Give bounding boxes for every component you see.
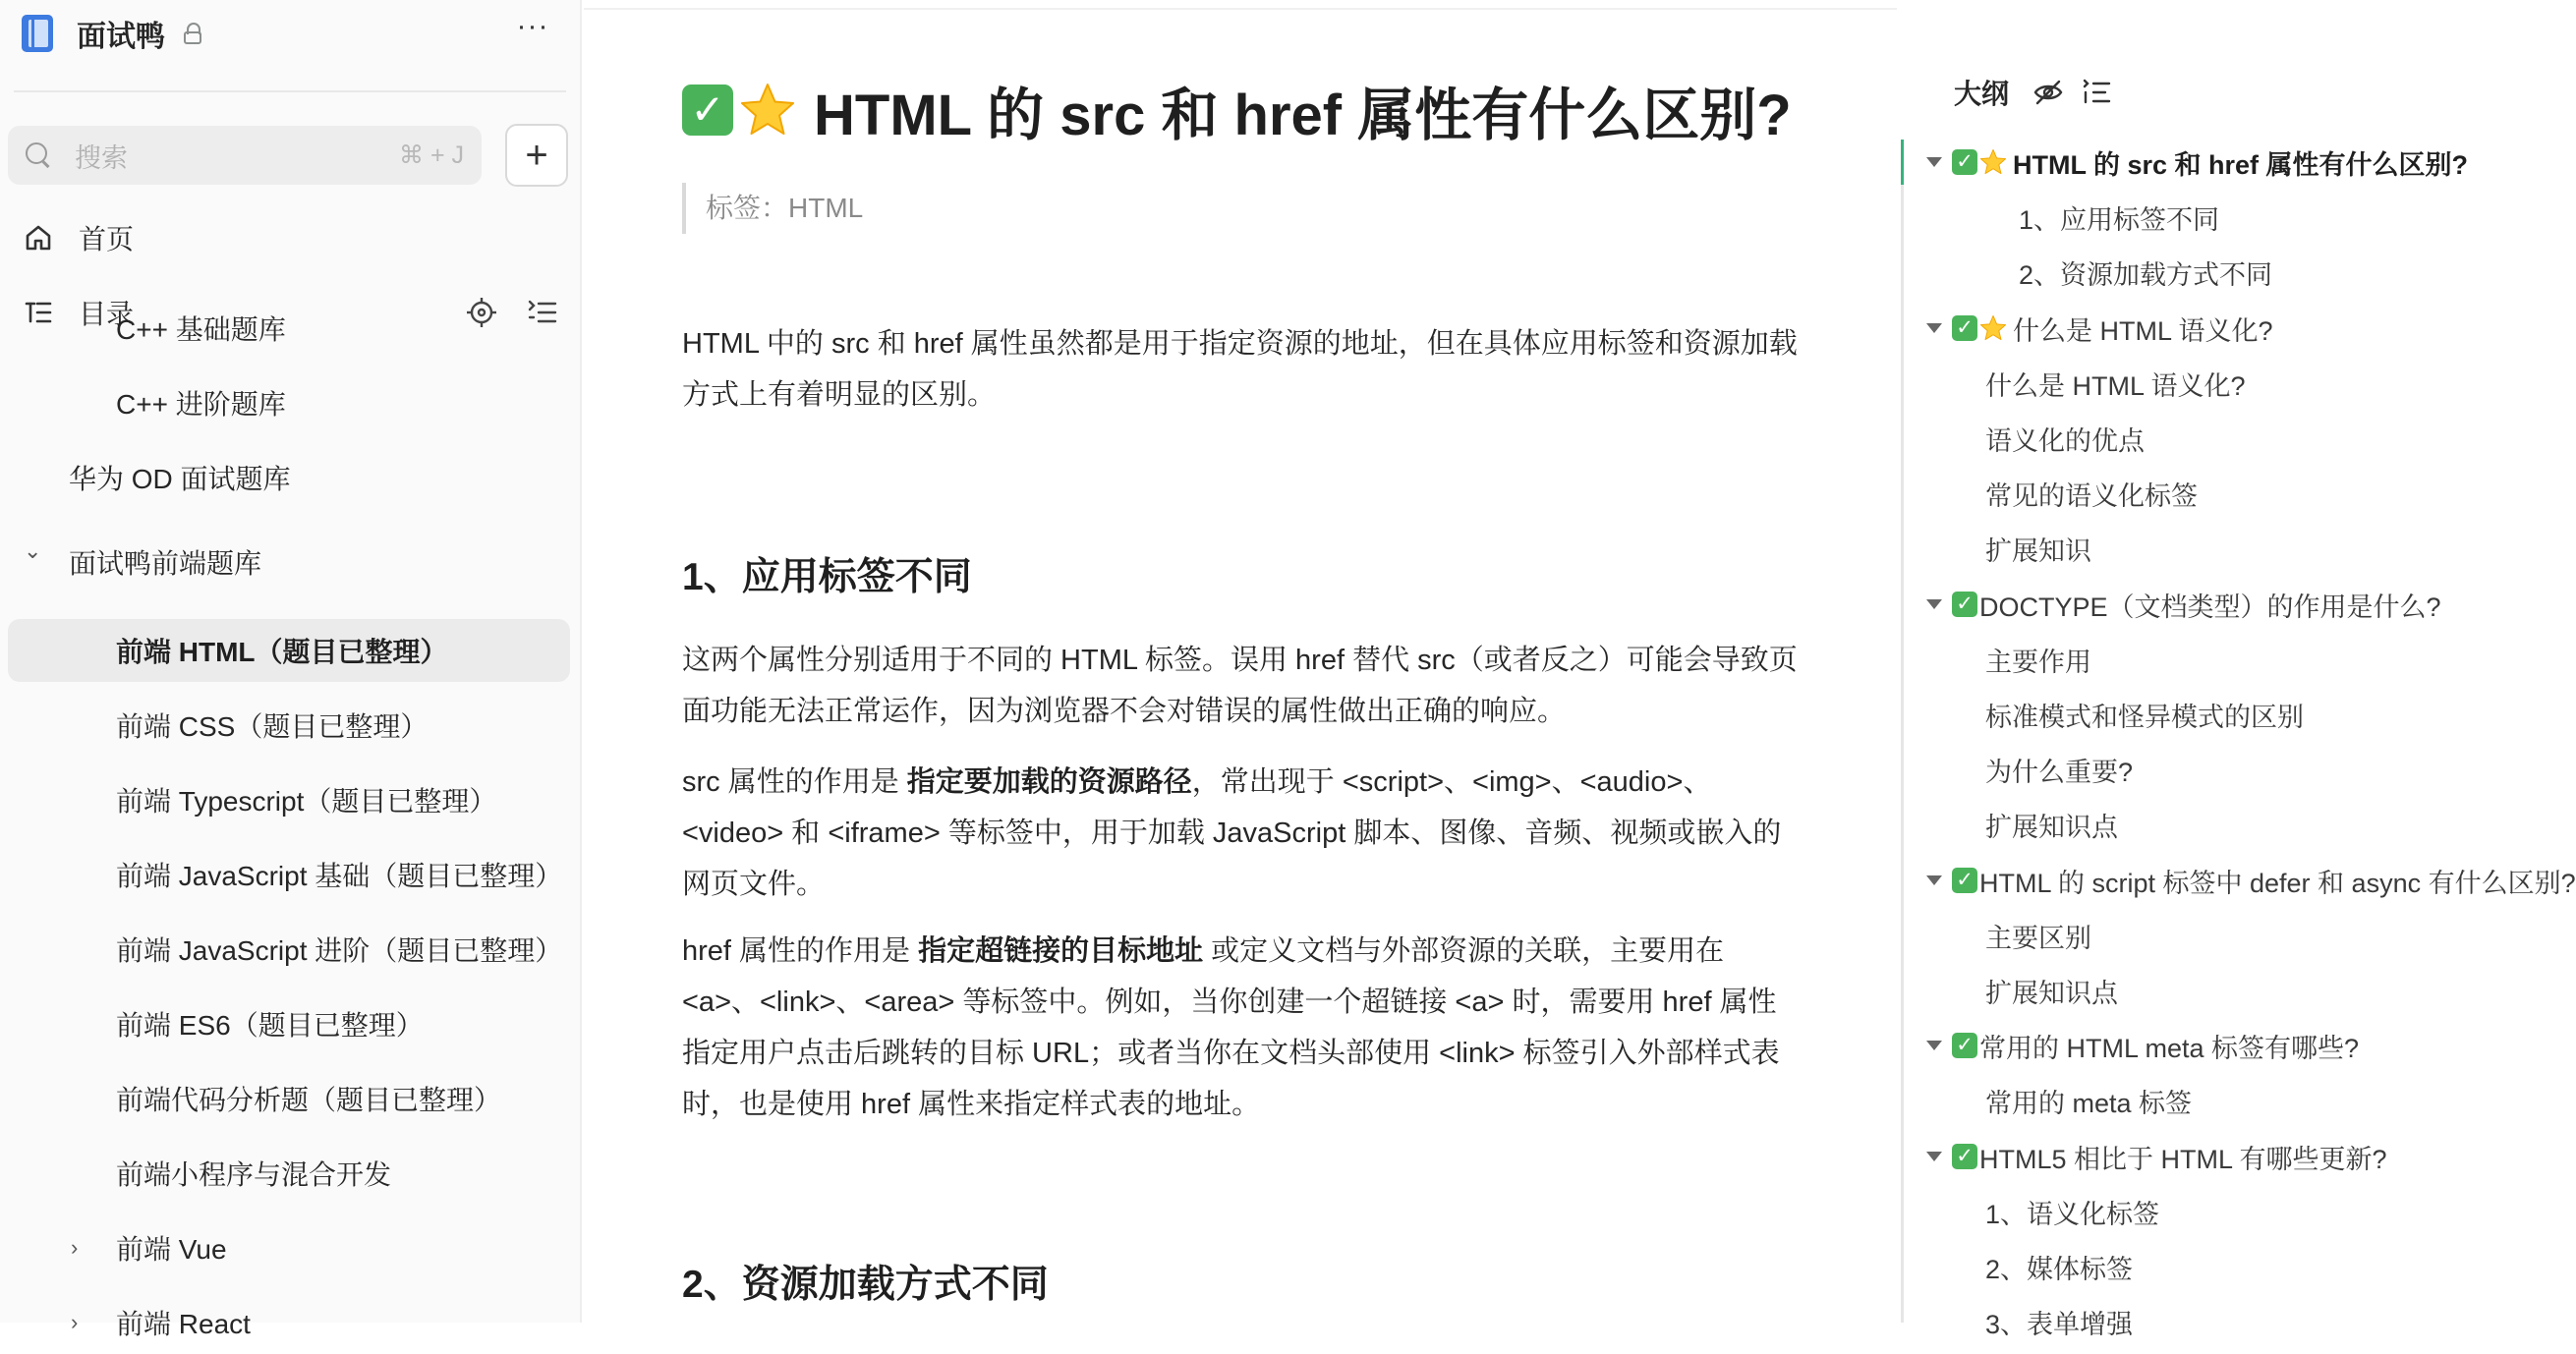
outline-item-label: 什么是 HTML 语义化? bbox=[1985, 370, 2246, 401]
tree-item-label: 前端 Typescript（题目已整理） bbox=[116, 786, 497, 817]
tree-item-label: 前端代码分析题（题目已整理） bbox=[116, 1085, 502, 1115]
paragraph-2-emphasis: 指定要加载的资源路径 bbox=[906, 766, 1192, 798]
outline-header bbox=[1954, 73, 2113, 112]
collapse-triangle-icon[interactable] bbox=[1926, 1041, 1942, 1050]
intro-paragraph: HTML 中的 src 和 href 属性虽然都是用于指定资源的地址，但在具体应用标签和资源加载方式上有着明显的区别。 bbox=[682, 328, 1798, 411]
tree-item[interactable] bbox=[8, 446, 570, 509]
chevron-right-icon[interactable]: › bbox=[71, 1310, 79, 1334]
outline-item-label: 2、媒体标签 bbox=[1985, 1254, 2134, 1284]
check-mark-icon: ✓ bbox=[682, 85, 733, 136]
outline-item[interactable] bbox=[1922, 359, 2536, 408]
outline-item-label: HTML 的 src 和 href 属性有什么区别? bbox=[2013, 149, 2469, 180]
tree-item[interactable] bbox=[8, 371, 570, 434]
tree-item-label: 前端小程序与混合开发 bbox=[116, 1159, 392, 1190]
more-options-icon[interactable]: ··· bbox=[516, 10, 549, 42]
outline-item-label: 扩展知识点 bbox=[1985, 812, 2118, 842]
tree-item[interactable] bbox=[8, 843, 570, 906]
outline-item[interactable] bbox=[1922, 193, 2569, 242]
tree-item[interactable] bbox=[8, 918, 570, 981]
tree-item[interactable] bbox=[8, 1067, 570, 1130]
check-mark-icon: ✓ bbox=[1952, 592, 1977, 617]
check-mark-icon: ✓ bbox=[1952, 149, 1977, 175]
outline-rail bbox=[1901, 140, 1904, 1323]
tree-item[interactable] bbox=[8, 297, 570, 360]
outline-item[interactable] bbox=[1922, 1021, 2473, 1070]
collapse-triangle-icon[interactable] bbox=[1926, 157, 1942, 167]
chevron-down-icon[interactable]: ⌄ bbox=[24, 538, 42, 563]
outline-item[interactable] bbox=[1922, 745, 2536, 794]
outline-item[interactable] bbox=[1922, 1297, 2536, 1346]
outline-item[interactable] bbox=[1922, 635, 2536, 684]
search-input[interactable] bbox=[8, 126, 482, 185]
star-icon bbox=[1979, 314, 2007, 342]
eye-off-icon[interactable] bbox=[2032, 77, 2064, 108]
tree-item-label: 前端 ES6（题目已整理） bbox=[116, 1010, 424, 1041]
nav-toc-label: 目录 bbox=[79, 299, 135, 329]
check-mark-icon: ✓ bbox=[1952, 315, 1977, 341]
outline-item[interactable] bbox=[1922, 414, 2536, 463]
outline-item-label: 标准模式和怪异模式的区别 bbox=[1985, 702, 2304, 732]
page-title bbox=[682, 69, 1792, 151]
paragraph-2-rest: ，常出现于 <script>、<img>、<audio>、<video> 和 <iframe> 等标签中，用于加载 JavaScript 脚本、图像、音频、视频或嵌入的网页文件。 bbox=[682, 766, 1782, 900]
outline-item[interactable] bbox=[1922, 304, 2473, 353]
star-icon bbox=[1979, 148, 2007, 176]
search-icon bbox=[26, 142, 51, 168]
outline-item-label: 常用的 HTML meta 标签有哪些? bbox=[1979, 1033, 2360, 1063]
lock-icon bbox=[183, 23, 202, 44]
outline-item-label: 主要作用 bbox=[1985, 647, 2091, 677]
check-mark-icon: ✓ bbox=[1952, 1144, 1977, 1169]
sidebar bbox=[0, 0, 582, 1339]
heading-2: 2、资源加载方式不同 bbox=[682, 1264, 1049, 1306]
tree-item[interactable] bbox=[8, 531, 570, 593]
tree-item[interactable] bbox=[8, 1142, 570, 1205]
brand[interactable] bbox=[22, 12, 202, 55]
tree-item[interactable] bbox=[8, 694, 570, 757]
outline-item[interactable] bbox=[1922, 911, 2536, 960]
outline-item[interactable] bbox=[1922, 1076, 2536, 1125]
outline-item[interactable] bbox=[1922, 1132, 2473, 1181]
outline-item-label: 语义化的优点 bbox=[1985, 425, 2145, 456]
collapse-triangle-icon[interactable] bbox=[1926, 875, 1942, 885]
paragraph-2 bbox=[682, 757, 1803, 910]
outline-item-label: 为什么重要? bbox=[1985, 757, 2134, 787]
tree-item-label: 前端 HTML（题目已整理） bbox=[116, 637, 448, 667]
outline-item[interactable] bbox=[1922, 966, 2536, 1015]
tree-item-label: 前端 JavaScript 进阶（题目已整理） bbox=[116, 935, 563, 966]
tree-item-label: 前端 Vue bbox=[116, 1234, 227, 1265]
tree-item[interactable] bbox=[8, 619, 570, 682]
book-logo-icon bbox=[22, 15, 53, 52]
document-content bbox=[584, 0, 1891, 1323]
tree-item[interactable] bbox=[8, 992, 570, 1055]
outline-item[interactable] bbox=[1922, 469, 2536, 518]
check-mark-icon: ✓ bbox=[1952, 1033, 1977, 1058]
search-shortcut-hint: ⌘ + J bbox=[399, 141, 464, 169]
divider bbox=[14, 90, 566, 92]
outline-item[interactable] bbox=[1922, 1242, 2536, 1291]
tree-item[interactable] bbox=[8, 1216, 570, 1279]
outline-item-label: DOCTYPE（文档类型）的作用是什么? bbox=[1979, 592, 2441, 622]
outline-item[interactable] bbox=[1922, 800, 2536, 849]
nav-home[interactable] bbox=[8, 206, 568, 269]
tree-item-label: C++ 进阶题库 bbox=[116, 389, 286, 420]
outline-active-indicator bbox=[1901, 140, 1904, 185]
outline-item-label: 2、资源加载方式不同 bbox=[2019, 259, 2273, 290]
tree-item[interactable] bbox=[8, 768, 570, 831]
nav-home-label: 首页 bbox=[79, 224, 135, 254]
collapse-triangle-icon[interactable] bbox=[1926, 1152, 1942, 1161]
home-icon bbox=[24, 223, 53, 253]
tree-item-label: 华为 OD 面试题库 bbox=[69, 464, 291, 494]
page-title-text: HTML 的 src 和 href 属性有什么区别? bbox=[814, 84, 1792, 147]
outline-item-label: HTML5 相比于 HTML 有哪些更新? bbox=[1979, 1144, 2387, 1174]
tree-item-label: 前端 JavaScript 基础（题目已整理） bbox=[116, 861, 563, 891]
collapse-triangle-icon[interactable] bbox=[1926, 323, 1942, 333]
add-button[interactable]: + bbox=[505, 124, 568, 187]
outline-item-label: 主要区别 bbox=[1985, 923, 2091, 953]
tree-item-label: 前端 React bbox=[116, 1309, 251, 1339]
outline-item[interactable] bbox=[1922, 248, 2569, 297]
collapse-triangle-icon[interactable] bbox=[1926, 599, 1942, 609]
outline-item-label: 1、应用标签不同 bbox=[2019, 204, 2220, 235]
paragraph-1: 这两个属性分别适用于不同的 HTML 标签。误用 href 替代 src（或者反之）可能会导致页面功能无法正常运作，因为浏览器不会对错误的属性做出正确的响应。 bbox=[682, 645, 1798, 727]
outline-title: 大纲 bbox=[1954, 79, 2010, 109]
outline-item[interactable] bbox=[1922, 1187, 2536, 1236]
outline-item-label: 什么是 HTML 语义化? bbox=[2013, 315, 2273, 346]
tree-item-label: 面试鸭前端题库 bbox=[69, 548, 262, 579]
search-placeholder: 搜索 bbox=[75, 142, 128, 173]
tree-item[interactable] bbox=[8, 1291, 570, 1354]
outline-item-label: 扩展知识点 bbox=[1985, 978, 2118, 1008]
knowledge-base-title: 面试鸭 bbox=[77, 21, 165, 53]
outline-item[interactable] bbox=[1922, 524, 2536, 573]
outline-item-label: 常见的语义化标签 bbox=[1985, 480, 2198, 511]
paragraph-3-emphasis: 指定超链接的目标地址 bbox=[918, 935, 1204, 967]
outline-item-label: HTML 的 script 标签中 defer 和 async 有什么区别? bbox=[1979, 868, 2576, 898]
tree-item-label: 前端 CSS（题目已整理） bbox=[116, 711, 429, 742]
outline-item-label: 1、语义化标签 bbox=[1985, 1199, 2160, 1229]
paragraph-3-rest: 或定义文档与外部资源的关联，主要用在 <a>、<link>、<area> 等标签中。例如，当你创建一个超链接 <a> 时，需要用 href 属性指定用户点击后跳转的目标 URL；或者当你在文档头部使用 <link> 标签引入外部样式表时，也是使用 href 属性来指定样式表的地址。 bbox=[682, 935, 1780, 1120]
chevron-right-icon[interactable]: › bbox=[71, 1235, 79, 1260]
outline-item-label: 3、表单增强 bbox=[1985, 1309, 2134, 1339]
paragraph-3-lead: href 属性的作用是 bbox=[682, 935, 919, 967]
outline-item[interactable] bbox=[1922, 690, 2536, 739]
check-mark-icon: ✓ bbox=[1952, 868, 1977, 893]
outline-level-icon[interactable] bbox=[2082, 77, 2113, 108]
tag-label: 标签：HTML bbox=[682, 183, 863, 234]
outline-item[interactable] bbox=[1922, 138, 2473, 187]
tree-item-label: C++ 基础题库 bbox=[116, 314, 286, 345]
paragraph-3 bbox=[682, 926, 1803, 1130]
outline-item-label: 扩展知识 bbox=[1985, 536, 2091, 566]
star-icon bbox=[739, 82, 796, 139]
heading-1: 1、应用标签不同 bbox=[682, 556, 972, 598]
outline-item-label: 常用的 meta 标签 bbox=[1985, 1088, 2193, 1118]
outline-item[interactable] bbox=[1922, 580, 2473, 629]
outline-item[interactable] bbox=[1922, 856, 2576, 905]
paragraph-2-lead: src 属性的作用是 bbox=[682, 766, 907, 798]
